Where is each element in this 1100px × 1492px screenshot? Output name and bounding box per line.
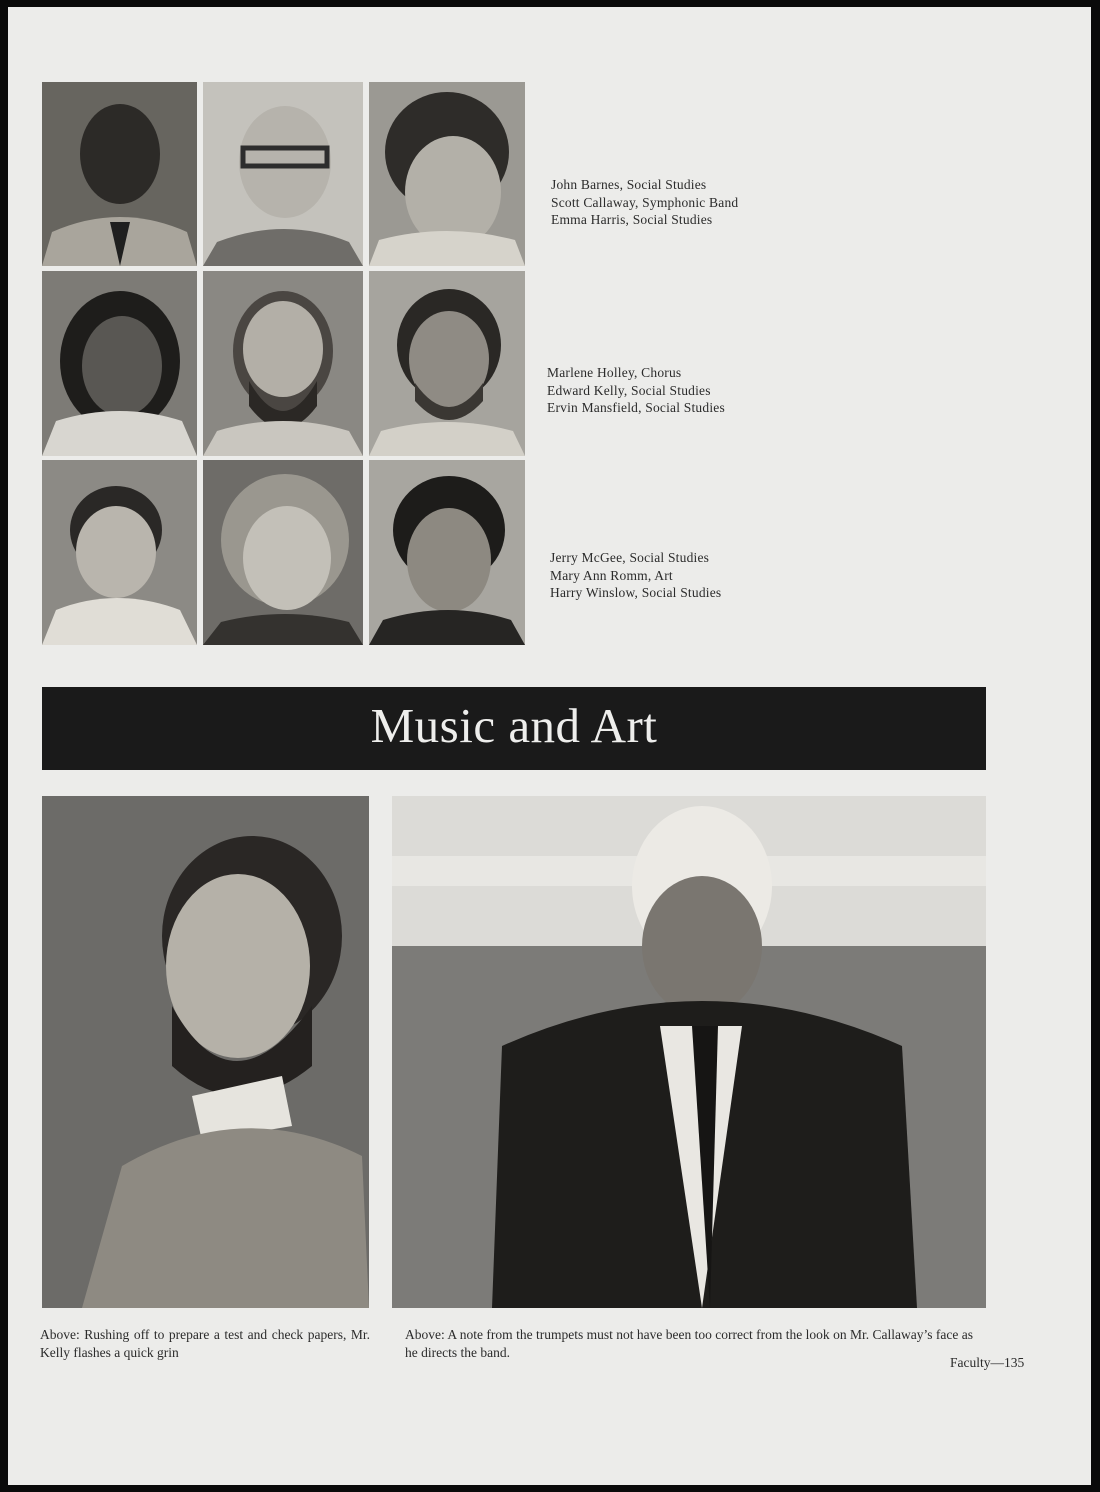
caption-left: Above: Rushing off to prepare a test and check papers, Mr. Kelly flashes a quick grin: [40, 1327, 370, 1360]
portrait-photo-jerry-mcgee: [42, 460, 197, 645]
section-banner: [42, 687, 986, 770]
name-entry: Scott Callaway, Symphonic Band: [551, 194, 739, 210]
name-entry: Mary Ann Romm, Art: [550, 567, 673, 583]
portrait-photo-scott-callaway: [203, 82, 363, 266]
portrait-photo-ervin-mansfield: [369, 271, 525, 456]
page-folio: Faculty—135: [950, 1355, 1025, 1370]
name-list-row-1: [551, 176, 738, 229]
portrait-photo-edward-kelly: [203, 271, 363, 456]
name-entry: Edward Kelly, Social Studies: [547, 382, 711, 398]
section-title: Music and Art: [370, 698, 658, 753]
name-entry: Emma Harris, Social Studies: [551, 212, 713, 227]
portrait-photo-john-barnes: [42, 82, 197, 266]
name-entry: Harry Winslow, Social Studies: [550, 585, 722, 600]
name-entry: Ervin Mansfield, Social Studies: [547, 400, 725, 415]
candid-photo-kelly: [42, 796, 369, 1308]
candid-photo-callaway: [392, 796, 986, 1308]
portrait-photo-emma-harris: [369, 82, 525, 266]
portrait-photo-marlene-holley: [42, 271, 197, 456]
name-entry: Jerry McGee, Social Studies: [550, 550, 710, 565]
portrait-photo-mary-ann-romm: [203, 460, 363, 645]
caption-right: Above: A note from the trumpets must not have been too correct from the look on Mr. Callaway’s face as he directs the band.: [405, 1327, 973, 1360]
name-entry: Marlene Holley, Chorus: [547, 365, 682, 380]
portrait-photo-harry-winslow: [369, 460, 525, 645]
name-list-row-2: [547, 364, 725, 417]
name-entry: John Barnes, Social Studies: [551, 177, 707, 192]
name-list-row-3: [550, 549, 721, 602]
